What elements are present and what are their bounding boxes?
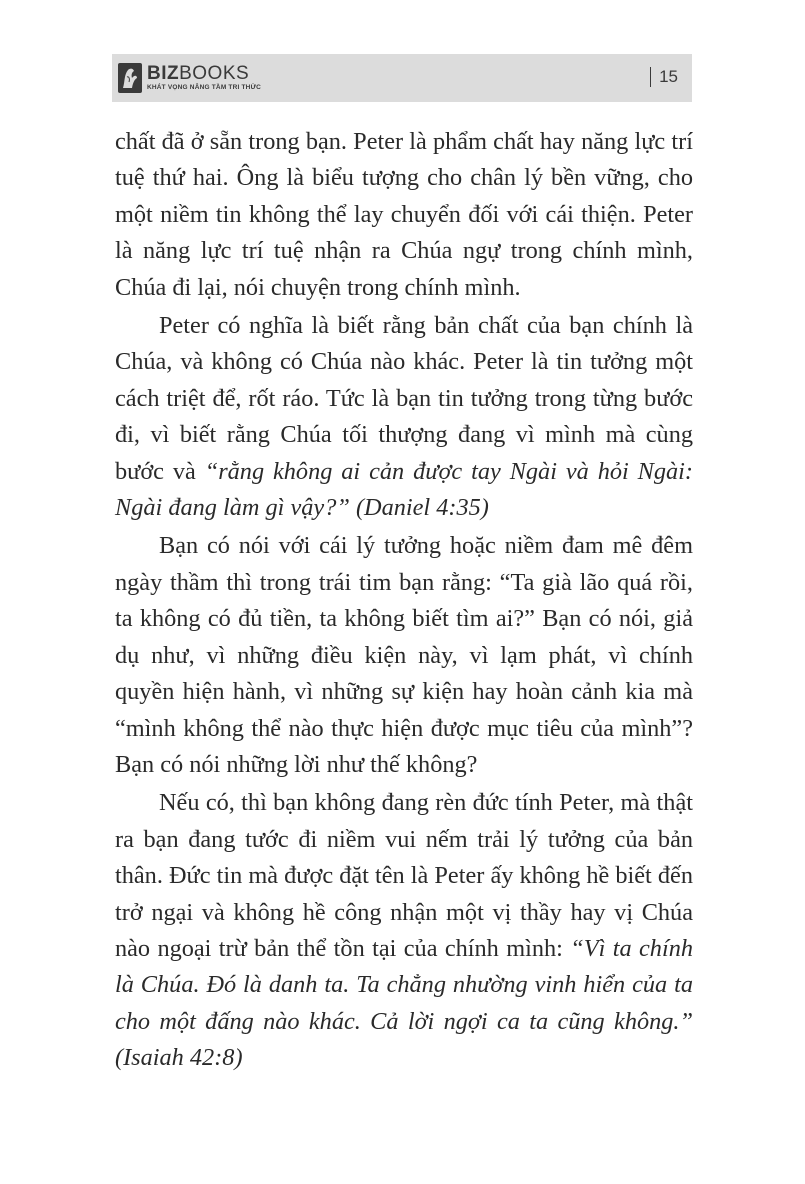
- publisher-logo: [118, 60, 261, 96]
- paragraph-2-text: Peter có nghĩa là biết rằng bản chất của bạn chính là Chúa, và không có Chúa nào khác. Peter là tin tưởng một cách triệt để, rốt ráo. Tức là bạn tin tưởng trong từng bước đi, vì biết rằng Chúa tối thượng đang vì mình mà cùng bước và: [115, 312, 693, 485]
- logo-wordmark: [147, 64, 261, 83]
- page-body: [115, 124, 693, 1077]
- bizbooks-emblem-icon: [118, 63, 142, 93]
- page-number: 15: [659, 67, 678, 86]
- page-number-block: [650, 67, 678, 87]
- paragraph-4-text: Nếu có, thì bạn không đang rèn đức tính Peter, mà thật ra bạn đang tước đi niềm vui nếm trải lý tưởng của bản thân. Đức tin mà được đặt tên là Peter ấy không hề biết đến trở ngại và không hề công nhận một vị thầy hay vị Chúa nào ngoại trừ bản thể tồn tại của chính mình:: [115, 789, 693, 962]
- isaiah-quote: “Vì ta chính là Chúa. Đó là danh ta. Ta chẳng nhường vinh hiển của ta cho một đấng nào khác. Cả lời ngợi ca ta cũng không.” (Isaiah 42:8): [115, 934, 693, 1072]
- logo-tagline: KHÁT VỌNG NÂNG TẦM TRI THỨC: [147, 84, 262, 91]
- paragraph-2: [115, 308, 693, 526]
- paragraph-1: chất đã ở sẵn trong bạn. Peter là phẩm chất hay năng lực trí tuệ thứ hai. Ông là biểu tượng cho chân lý bền vững, cho một niềm tin không thể lay chuyển đối với cái thiện. Peter là năng lực trí tuệ nhận ra Chúa ngự trong chính mình, Chúa đi lại, nói chuyện trong chính mình.: [115, 128, 693, 301]
- daniel-quote: “rằng không ai cản được tay Ngài và hỏi Ngài: Ngài đang làm gì vậy?” (Daniel 4:35): [115, 457, 693, 522]
- page-number-divider: [650, 67, 651, 87]
- paragraph-4: [115, 785, 693, 1076]
- paragraph-3: Bạn có nói với cái lý tưởng hoặc niềm đam mê đêm ngày thầm thì trong trái tim bạn rằng: “Ta già lão quá rồi, ta không có đủ tiền, ta không biết tìm ai?” Bạn có nói, giả dụ như, vì những điều kiện này, vì lạm phát, vì chính quyền hiện hành, vì những sự kiện hay hoàn cảnh kia mà “mình không thể nào thực hiện được mục tiêu của mình”? Bạn có nói những lời như thế không?: [115, 532, 693, 778]
- logo-wordmark-light: BOOKS: [179, 63, 250, 84]
- running-header: [112, 54, 692, 102]
- logo-wordmark-bold: BIZ: [147, 63, 180, 84]
